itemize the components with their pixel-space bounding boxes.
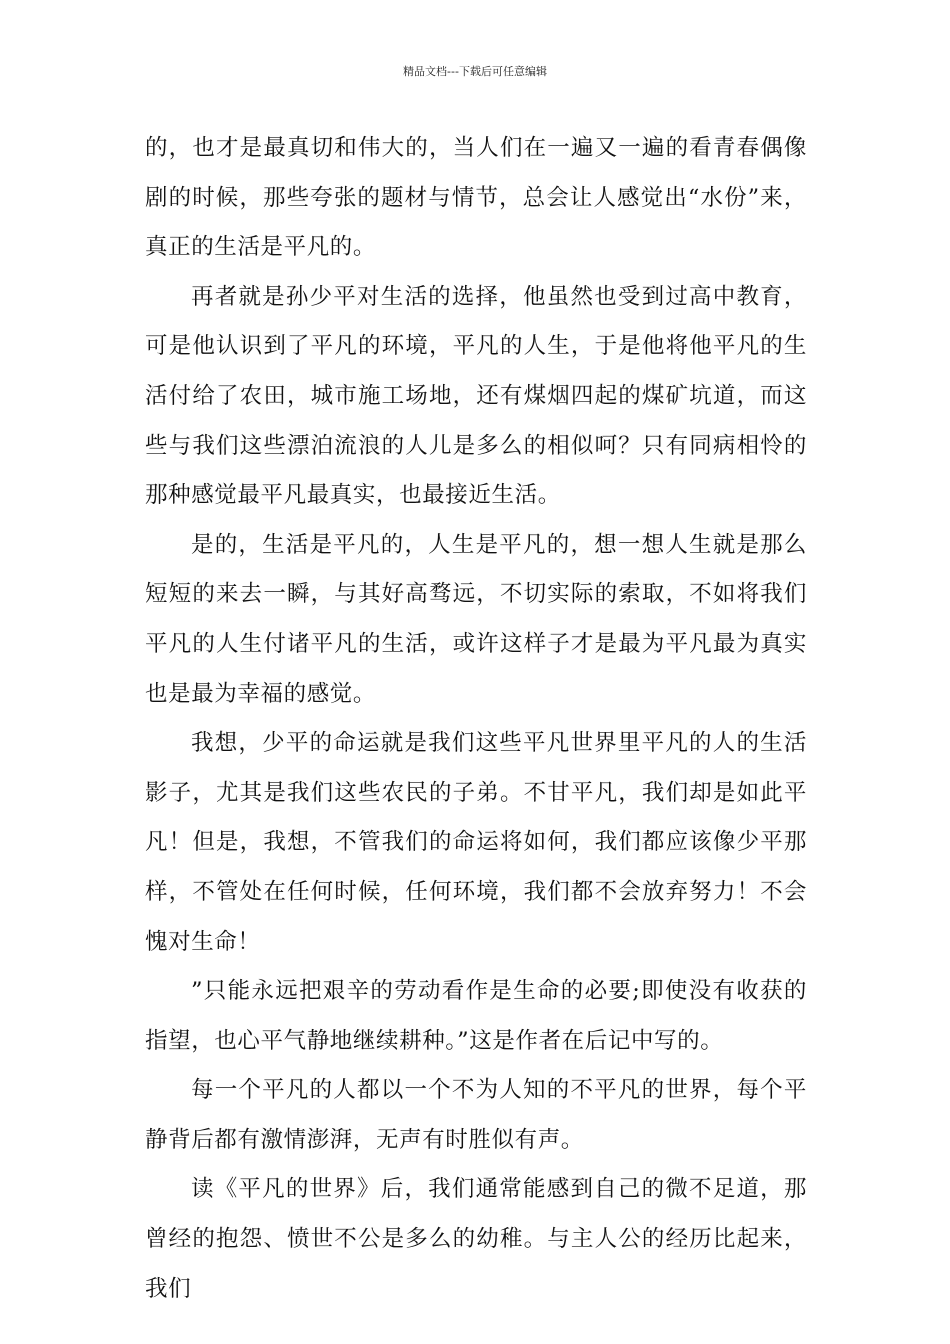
paragraph-5: ”只能永远把艰辛的劳动看作是生命的必要;即使没有收获的指望，也心平气静地继续耕种。”这是作者在后记中写的。 xyxy=(145,978,807,1054)
paragraph-2: 再者就是孙少平对生活的选择，他虽然也受到过高中教育，可是他认识到了平凡的环境，平凡的人生，于是他将他平凡的生活付给了农田，城市施工场地，还有煤烟四起的煤矿坑道，而这些与我们这些漂泊流浪的人儿是多么的相似呵？只有同病相怜的那种感觉最平凡最真实，也最接近生活。 xyxy=(145,283,807,509)
page-header: 精品文档---下载后可任意编辑 xyxy=(403,65,547,78)
paragraph-4: 我想，少平的命运就是我们这些平凡世界里平凡的人的生活影子，尤其是我们这些农民的子弟。不甘平凡，我们却是如此平凡！但是，我想，不管我们的命运将如何，我们都应该像少平那样，不管处在任何时候，任何环境，我们都不会放弃努力！不会愧对生命！ xyxy=(145,730,807,955)
paragraph-3: 是的，生活是平凡的，人生是平凡的，想一想人生就是那么短短的来去一瞬，与其好高骛远，不切实际的索取，不如将我们平凡的人生付诸平凡的生活，或许这样子才是最为平凡最为真实也是最为幸福的感觉。 xyxy=(145,531,807,707)
paragraph-1: 的，也才是最真切和伟大的，当人们在一遍又一遍的看青春偶像剧的时候，那些夸张的题材与情节，总会让人感觉出“水份”来，真正的生活是平凡的。 xyxy=(145,135,807,261)
paragraph-6: 每一个平凡的人都以一个不为人知的不平凡的世界，每个平静背后都有激情澎湃，无声有时胜似有声。 xyxy=(145,1077,807,1153)
document-body xyxy=(145,124,807,1314)
paragraph-7: 读《平凡的世界》后，我们通常能感到自己的微不足道，那曾经的抱怨、愤世不公是多么的幼稚。与主人公的经历比起来，我们 xyxy=(145,1176,807,1302)
